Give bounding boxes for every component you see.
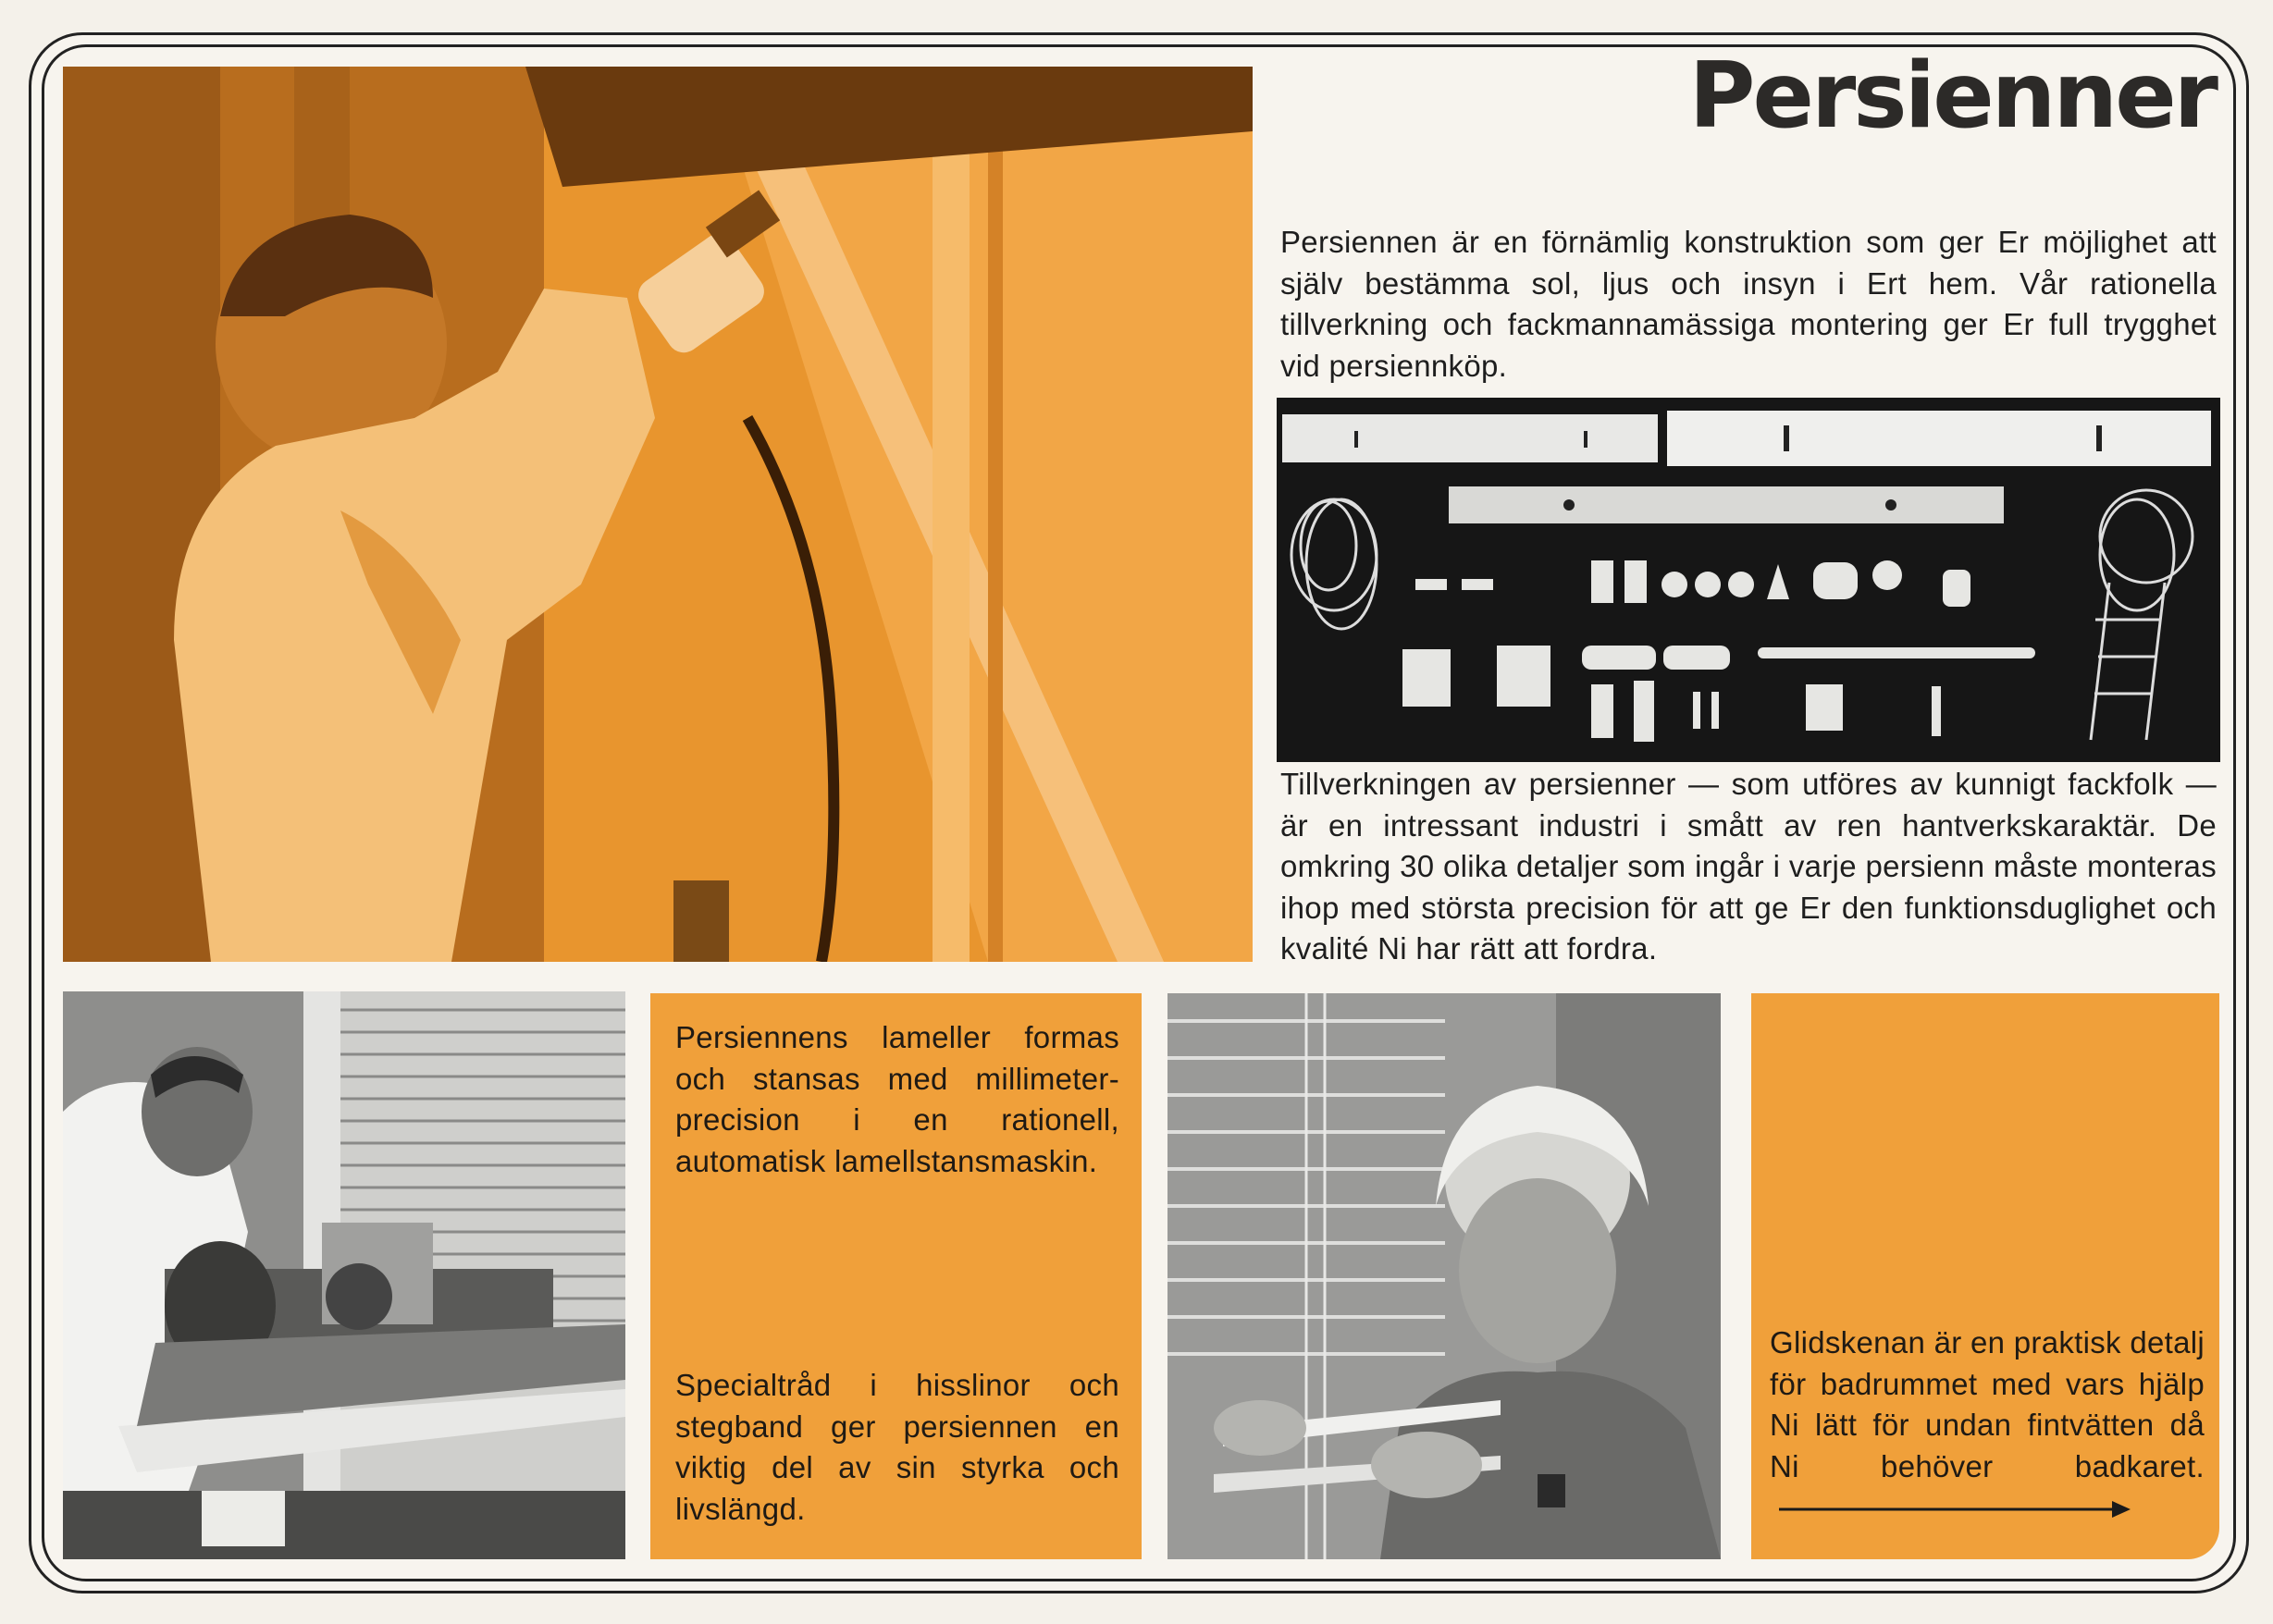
lamell-caption: Persiennens lameller formas och stansas med millimeter-precision i en rationell, automatisk lamellstansmaskin. xyxy=(675,1020,1119,1178)
glid-caption-wrapper xyxy=(1770,1323,2205,1529)
installer-photo xyxy=(63,67,1253,962)
parts-photo xyxy=(1277,398,2220,762)
lamell-text-box xyxy=(650,993,1142,1559)
thread-caption: Specialtråd i hisslinor och stegband ger persiennen en viktig del av sin styrka och livslängd. xyxy=(675,1368,1119,1526)
arrow-right-icon xyxy=(1779,1498,2131,1520)
glid-text-box xyxy=(1751,993,2219,1559)
intro-paragraph: Persiennen är en förnämlig konstruktion som ger Er möjlighet att själv bestämma sol, ljus och insyn i Ert hem. Vår rationella tillverkning och fackmannamässiga montering ger Er full trygghet vid persiennköp. xyxy=(1280,225,2217,383)
page-title: Persienner xyxy=(1688,43,2216,149)
woman-blinds-photo xyxy=(1167,993,1721,1559)
manufacturing-paragraph: Tillverkningen av persienner — som utföres av kunnigt fackfolk — är en intressant industri i smått av ren hantverkskaraktär. De omkring 30 olika detaljer som ingår i varje persienn måste monteras ihop med största precision för att ge Er den funktionsduglighet och kvalité Ni har rätt att fordra. xyxy=(1280,767,2217,966)
glid-caption: Glidskenan är en praktisk detalj för badrummet med vars hjälp Ni lätt för undan fintvätten då Ni behöver badkaret. xyxy=(1770,1325,2205,1483)
lamell-machine-photo xyxy=(63,991,625,1559)
